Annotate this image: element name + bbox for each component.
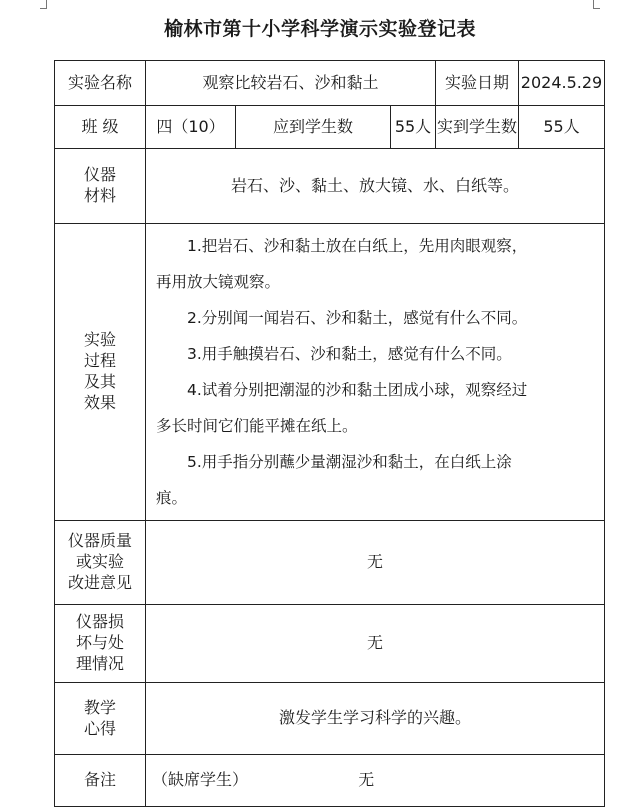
remarks-content	[146, 755, 605, 807]
row-quality	[55, 521, 605, 605]
experiment-name-value: 观察比较岩石、沙和黏土	[146, 61, 436, 106]
quality-label-line: 改进意见	[67, 572, 132, 592]
process-step-line: 痕。	[156, 489, 188, 507]
remarks-label: 备注	[55, 755, 146, 807]
damage-value: 无	[146, 605, 605, 683]
actual-students-value: 55人	[519, 106, 605, 149]
row-process	[55, 224, 605, 521]
experiment-date-label: 实验日期	[436, 61, 519, 106]
experience-label-line: 心得	[83, 718, 116, 738]
experience-value: 激发学生学习科学的兴趣。	[146, 683, 605, 755]
registration-table	[54, 60, 605, 807]
absent-students-value: 无	[358, 770, 375, 790]
process-label-line: 效果	[83, 392, 116, 412]
process-step-line: 5.用手指分别蘸少量潮湿沙和黏土，在白纸上涂	[187, 453, 512, 471]
row-instruments	[55, 149, 605, 224]
row-damage	[55, 605, 605, 683]
row-experience	[55, 683, 605, 755]
document-title: 榆林市第十小学科学演示实验登记表	[163, 18, 476, 40]
damage-label-line: 坏与处	[75, 633, 124, 653]
crop-mark-left	[40, 0, 47, 9]
instruments-value: 岩石、沙、黏土、放大镜、水、白纸等。	[146, 149, 605, 224]
class-label: 班 级	[55, 106, 146, 149]
expected-students-value: 55人	[391, 106, 436, 149]
quality-label	[55, 521, 146, 605]
quality-label-line: 仪器质量	[67, 531, 132, 551]
row-remarks	[55, 755, 605, 807]
damage-label	[55, 605, 146, 683]
experiment-date-value: 2024.5.29	[519, 61, 605, 106]
experience-label	[55, 683, 146, 755]
process-step-line: 2.分别闻一闻岩石、沙和黏土，感觉有什么不同。	[187, 309, 528, 327]
actual-students-label: 实到学生数	[436, 106, 519, 149]
quality-value: 无	[146, 521, 605, 605]
absent-students-label: （缺席学生）	[152, 770, 249, 790]
process-label-line: 实验	[83, 330, 116, 350]
process-step-line: 再用放大镜观察。	[156, 273, 281, 291]
damage-label-line: 理情况	[75, 653, 124, 673]
process-label-line: 及其	[83, 372, 116, 391]
crop-mark-right	[593, 0, 600, 9]
row-class	[55, 106, 605, 149]
expected-students-label: 应到学生数	[236, 106, 391, 149]
process-content	[146, 224, 605, 521]
experiment-name-label: 实验名称	[55, 61, 146, 106]
process-step-line: 4.试着分别把潮湿的沙和黏土团成小球，观察经过	[187, 381, 528, 399]
class-value: 四（10）	[146, 106, 236, 149]
process-label	[55, 224, 146, 521]
process-step-line: 3.用手触摸岩石、沙和黏土，感觉有什么不同。	[187, 345, 512, 363]
instruments-label	[55, 149, 146, 224]
instruments-label-line: 材料	[83, 186, 116, 205]
process-step-line: 多长时间它们能平摊在纸上。	[156, 417, 358, 435]
experience-label-line: 教学	[83, 697, 116, 717]
row-experiment-name	[55, 61, 605, 106]
process-step-line: 1.把岩石、沙和黏土放在白纸上，先用肉眼观察，	[187, 237, 528, 255]
process-label-line: 过程	[83, 351, 116, 371]
instruments-label-line: 仪器	[83, 165, 116, 185]
quality-label-line: 或实验	[75, 552, 124, 572]
damage-label-line: 仪器损	[75, 612, 124, 632]
